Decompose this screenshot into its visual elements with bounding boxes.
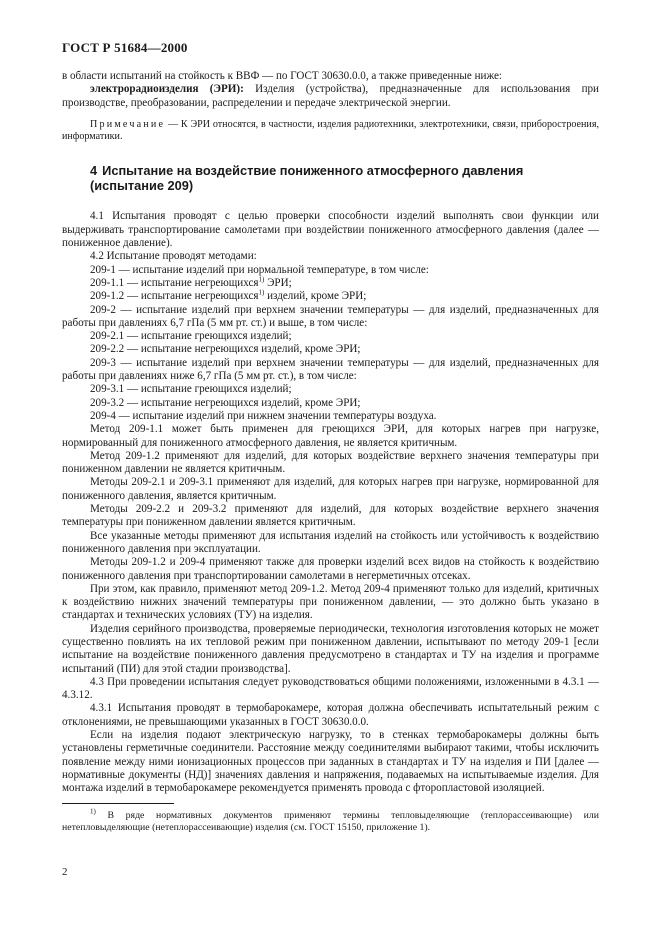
- note-paragraph: [62, 119, 599, 144]
- method-209-1-1: [62, 277, 599, 290]
- paragraph: При этом, как правило, применяют метод 209-1.2. Метод 209-4 применяют только для изделий, критичных к воздействию нижних значений температуры при пониженном давлении, — это должно быть указано в стандартах и технических условиях (ТУ) на изделия.: [62, 582, 599, 622]
- method-209-1: 209-1 — испытание изделий при нормальной температуре, в том числе:: [90, 263, 429, 276]
- paragraph-4-1: 4.1 Испытания проводят с целью проверки способности изделий выполнять свои функции или выдерживать транспортирование самолетами при воздействии пониженного атмосферного давления (далее — пониженное давление).: [62, 210, 599, 250]
- definition-term: электрорадиоизделия (ЭРИ):: [90, 83, 244, 96]
- paragraph: Методы 209-1.2 и 209-4 применяют также для проверки изделий всех видов на стойкость к воздействию пониженного давления при транспортировании самолетами в негерметичных отсеках.: [62, 556, 599, 582]
- method-209-1-2: [62, 290, 599, 303]
- section-heading: [62, 163, 599, 193]
- method-209-3: 209-3 — испытание изделий при верхнем значении температуры — для изделий, предназначенных для работы при давлениях ниже 6,7 гПа (5 мм рт. ст.), в том числе:: [62, 356, 599, 383]
- paragraph: Все указанные методы применяют для испытания изделий на стойкость или устойчивость к воздействию пониженного давления при эксплуатации.: [62, 529, 599, 555]
- note-label: Примечание: [90, 118, 166, 130]
- method-text: 209-1.2 — испытание негреющихся: [90, 290, 259, 303]
- definition-text: Изделия (устройства), предназначенные для использования при производстве, преобразовании, распределении и передаче электрической энергии.: [62, 83, 599, 109]
- paragraph: Метод 209-1.1 может быть применен для греющихся ЭРИ, для которых нагрев при нагрузке, нормированный для пониженного атмосферного давления, не является критичным.: [62, 423, 599, 449]
- paragraph-4-3-1: 4.3.1 Испытания проводят в термобарокамере, которая должна обеспечивать испытательный режим с отклонениями, не превышающими указанных в ГОСТ 30630.0.0.: [62, 702, 599, 728]
- method-209-3-2: 209-3.2 — испытание негреющихся изделий, кроме ЭРИ;: [90, 396, 361, 409]
- footnote-divider: [62, 803, 174, 804]
- document-body: [62, 70, 599, 834]
- method-209-3-1: 209-3.1 — испытание греющихся изделий;: [90, 383, 292, 396]
- footnote-mark: 1): [90, 807, 96, 816]
- definition-paragraph: [62, 83, 599, 110]
- intro-line: в области испытаний на стойкость к ВВФ — по ГОСТ 30630.0.0, а также приведенные ниже:: [62, 70, 502, 82]
- method-text: ЭРИ;: [264, 276, 292, 289]
- note-text: — К ЭРИ относятся, в частности, изделия радиотехники, электротехники, связи, приборостроения, информатики.: [62, 118, 599, 143]
- method-text: изделий, кроме ЭРИ;: [264, 290, 367, 303]
- paragraph-4-2: 4.2 Испытание проводят методами:: [90, 250, 257, 263]
- footnote: [62, 807, 599, 834]
- method-209-2-1: 209-2.1 — испытание греющихся изделий;: [90, 330, 292, 343]
- footnote-text: В ряде нормативных документов применяют термины тепловыделяющие (теплорассеивающие) или нетепловыделяющие (нетеплорассеивающие) изделия (см. ГОСТ 15150, приложение 1).: [62, 809, 599, 833]
- method-209-2: 209-2 — испытание изделий при верхнем значении температуры — для изделий, предназначенных для работы при давлениях 6,7 гПа (5 мм рт. ст.) и выше, в том числе:: [62, 303, 599, 329]
- document-header: ГОСТ Р 51684—2000: [62, 40, 188, 55]
- paragraph: Если на изделия подают электрическую нагрузку, то в стенках термобарокамеры должны быть установлены герметичные соединители. Расстояние между соединителями выбирают такими, чтобы исключить появление между ними ионизационных процессов при заданных в стандартах и ТУ на изделия и ПИ [далее — нормативные документы (НД)] значениях давления и напряжения, подаваемых на испытываемые изделия. Для монтажа изделий в термобарокамере рекомендуется применять провода с фторопластовой изоляцией.: [62, 729, 599, 795]
- footnote-ref: 1): [258, 288, 265, 297]
- method-209-4: 209-4 — испытание изделий при нижнем значении температуры воздуха.: [90, 409, 437, 422]
- page-number: 2: [62, 866, 68, 878]
- section-title: Испытание на воздействие пониженного атмосферного давления (испытание 209): [90, 163, 524, 194]
- footnote-ref: 1): [258, 275, 265, 284]
- method-text: 209-1.1 — испытание негреющихся: [90, 276, 259, 289]
- paragraph: Метод 209-1.2 применяют для изделий, для которых воздействие верхнего значения температуры при пониженном давлении не является критичным.: [62, 449, 599, 476]
- paragraph-4-3: 4.3 При проведении испытания следует руководствоваться общими положениями, изложенными в 4.3.1 — 4.3.12.: [62, 675, 599, 702]
- paragraph: Методы 209-2.1 и 209-3.1 применяют для изделий, для которых нагрев при нагрузке, нормированной для пониженного давления, является критичным.: [62, 476, 599, 502]
- section-number: 4: [90, 163, 98, 179]
- paragraph: Изделия серийного производства, проверяемые периодически, технология изготовления которых не может существенно повлиять на их тепловой режим при пониженном давлении, испытывают по методу 209-1 [если испытание на воздействие пониженного давления предусмотрено в стандартах и ТУ на изделия и программе испытаний (ПИ) для этой стадии производства].: [62, 622, 599, 675]
- paragraph: Методы 209-2.2 и 209-3.2 применяют для изделий, для которых воздействие верхнего значения температуры при пониженном давлении является критичным.: [62, 503, 599, 529]
- method-209-2-2: 209-2.2 — испытание негреющихся изделий, кроме ЭРИ;: [90, 343, 361, 356]
